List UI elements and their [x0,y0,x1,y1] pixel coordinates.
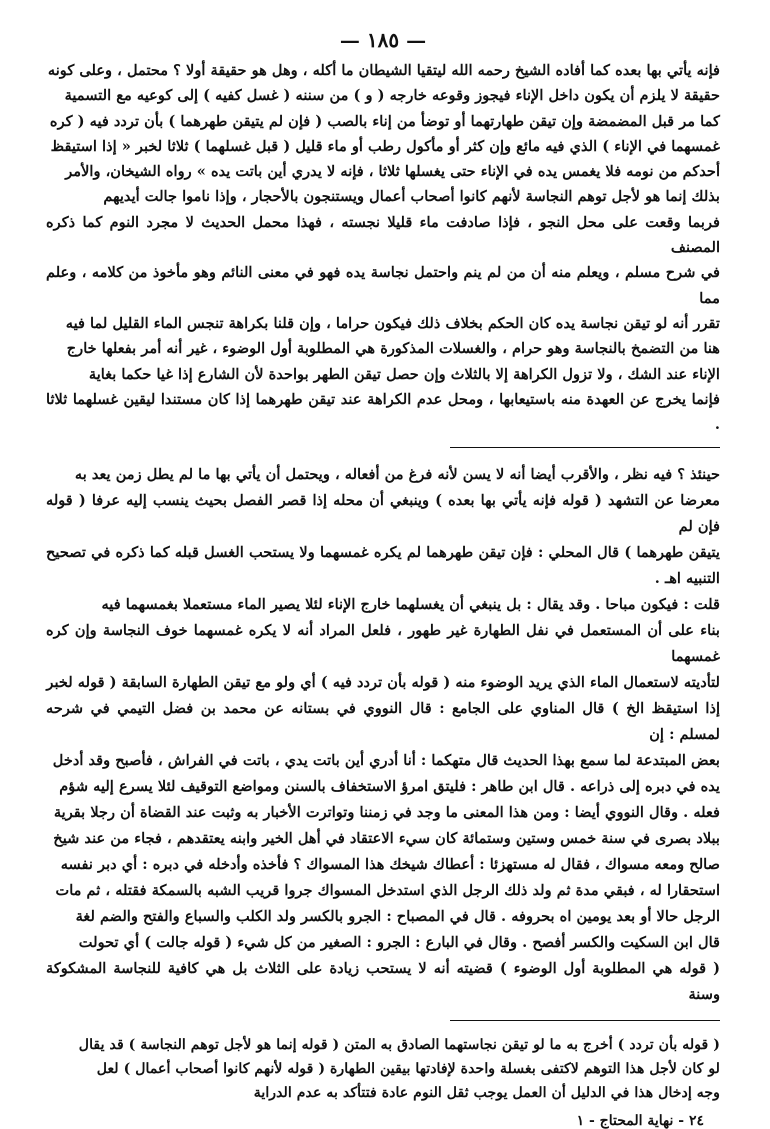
commentary-line: معرضا عن التشهد ( قوله فإنه يأتي بها بعده ) وينبغي أن محله إذا قصر الفصل بحيث ينسب إليه عرفا ( قوله فإن لم [46,492,720,536]
page-footer: ٢٤ - نهاية المحتاج - ١ [576,1113,704,1129]
main-text [46,58,720,437]
commentary-line: بعض المبتدعة لما سمع بهذا الحديث قال متهكما : أنا أدري أين باتت يدي ، باتت في الفراش ، فأصبح وقد أدخل [52,752,720,770]
page-number-value: ١٨٥ [366,28,400,52]
main-line: فربما وقعت على محل النجو ، فإذا صادفت ماء قليلا نجسته ، فهذا محمل الحديث لا مجرد النوم كما ذكره المصنف [46,213,720,257]
divider [450,1020,720,1021]
main-line: غمسهما في الإناء ) الذي فيه مائع وإن كثر أو مأكول رطب أو ماء قليل ( قبل غسلهما ) ثلاثا لخبر « إذا استيقظ [50,137,720,155]
commentary-line: يده في دبره إلى ذراعه . قال ابن طاهر : فليتق امرؤ الاستخفاف بالسنن ومواضع التوقيف لئلا يسرع إليه شؤم [59,778,720,796]
main-line: حقيقة لا يلزم أن يكون داخل الإناء فيجوز وقوعه خارجه ( و ) من سننه ( غسل كفيه ) إلى كوعيه مع التسمية [64,87,720,105]
commentary-line: فعله . وقال النووي أيضا : ومن هذا المعنى ما وجد في زمننا وتواترت الأخبار به وثبت عند القضاة أن رجلا بقرية [53,804,720,822]
commentary-line: صالح ومعه مسواك ، فقال له مستهزئا : أعطاك شيخك هذا المسواك ؟ فأخذه وأدخله في دبره : أي دبر نفسه [60,856,720,874]
main-line: الإناء عند الشك ، ولا تزول الكراهة إلا بالثلاث وإن حصل تيقن الطهر بواحدة لأن الشارع إذا غيا حكما بغاية [88,365,720,383]
commentary-line: حينئذ ؟ فيه نظر ، والأقرب أيضا أنه لا يسن لأنه فرغ من أفعاله ، ويحتمل أن يأتي بها ما لم يطل زمن يعد به [74,466,720,484]
main-line: في شرح مسلم ، ويعلم منه أن من لم ينم واحتمل نجاسة يده فهو في معنى النائم وهو مأخوذ من كلامه ، وعلم مما [46,264,720,307]
main-line: فإنه يأتي بها بعده كما أفاده الشيخ رحمه الله ليتقيا الشيطان ما أكله ، وهل هو حقيقة أولا ؟ محتمل ، وعلى كونه [47,62,720,79]
main-line: أحدكم من نومه فلا يغمس يده في الإناء حتى يغسلها ثلاثا ، فإنه لا يدري أين باتت يده » رواه الشيخان، والأمر [65,163,720,181]
secondary-line: وجه إدخال هذا في الدليل أن العمل يوجب ثقل النوم عادة فتتأكد به عدم الدراية [253,1085,720,1102]
commentary-line: لتأديته لاستعمال الماء الذي يريد الوضوء منه ( قوله بأن تردد فيه ) أي ولو مع تيقن الطهارة السابقة ( قوله لخبر [46,674,720,692]
divider [450,447,720,448]
commentary-line: بناء على أن المستعمل في نفل الطهارة غير طهور ، فلعل المراد أنه لا يكره غمسهما خوف النجاسة وإن كره غمسهما [46,622,720,666]
commentary-line: ببلاد بصرى في سنة خمس وستين وستمائة كان سيء الاعتقاد في أهل الخير وابنه يعتقدهم ، فجاء من عند شيخ [53,830,720,848]
main-line: كما مر قبل المضمضة وإن تيقن طهارتهما أو توضأ من إناء بالصب ( فإن لم يتيقن طهرهما ) بأن تردد فيه ( كره [49,112,720,130]
commentary-line: إذا استيقظ الخ ) قال المناوي على الجامع : قال النووي في بستانه عن محمد بن فضل التيمي في شرحه لمسلم : إن [46,700,720,744]
commentary-text [46,462,720,1008]
commentary-line: قال ابن السكيت والكسر أفصح . وقال في البارع : الجرو : الصغير من كل شيء ( قوله جالت ) أي تحولت [78,934,720,952]
secondary-commentary [46,1033,720,1105]
commentary-line: قلت : فيكون مباحا . وقد يقال : بل ينبغي أن يغسلهما خارج الإناء لئلا يصير الماء مستعملا بغمسهما فيه [101,596,720,614]
main-line: فإنما يخرج عن العهدة منه باستيعابها ، ومحل عدم الكراهة عند تيقن طهرهما إذا كان مستندا ليقين غسلهما ثلاثا . [46,390,720,434]
main-line: هنا من التضمخ بالنجاسة وهو حرام ، والغسلات المذكورة هي المطلوبة أول الوضوء ، غير أنه أمر بفعلها خارج [66,340,720,358]
page-number: — ١٨٥ — [339,28,427,52]
commentary-line: استحقارا له ، فبقي مدة ثم ولد ذلك الرجل الذي استدخل المسواك جروا قريب الشبه بالسمكة فقتله ، ثم مات [55,882,720,900]
main-line: تقرر أنه لو تيقن نجاسة يده كان الحكم بخلاف ذلك فيكون حراما ، وإن قلنا بكراهة تنجس الماء القليل لما فيه [65,314,720,332]
commentary-line: يتيقن طهرهما ) قال المحلي : فإن تيقن طهرهما لم يكره غمسهما ولا يستحب الغسل قبله كما ذكره في تصحيح التنبيه اهـ . [46,544,720,588]
main-line: بذلك إنما هو لأجل توهم النجاسة لأنهم كانوا أصحاب أعمال ويستنجون بالأحجار ، وإذا ناموا جالت أيديهم [103,188,720,206]
secondary-line: ( قوله بأن تردد ) أخرج به ما لو تيقن نجاستهما الصادق به المتن ( قوله إنما هو لأجل توهم النجاسة ) قد يقال [78,1037,720,1054]
commentary-line: الرجل حالا أو بعد يومين اه بحروفه . قال في المصباح : الجرو بالكسر ولد الكلب والسباع والفتح والضم لغة [75,908,720,926]
secondary-line: لو كان لأجل هذا التوهم لاكتفى بغسلة واحدة لإفادتها بيقين الطهارة ( قوله لأنهم كانوا أصحاب أعمال ) لعل [96,1061,720,1078]
commentary-line: ( قوله هي المطلوبة أول الوضوء ) قضيته أنه لا يستحب زيادة على الثلاث بل هي كافية للنجاسة المشكوكة وسنة [46,960,720,1004]
